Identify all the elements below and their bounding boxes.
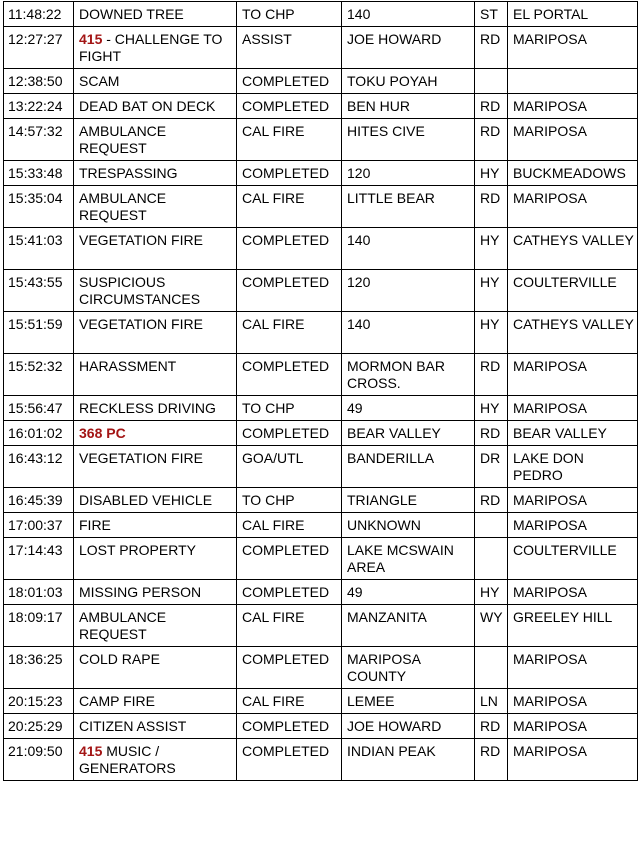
incident-type-text: LOST PROPERTY: [79, 542, 196, 558]
table-row: [4, 161, 638, 186]
city-cell: LAKE DON PEDRO: [508, 446, 638, 488]
incident-type-cell: [74, 421, 237, 446]
incident-type-text: FIRE: [79, 517, 111, 533]
disposition-cell: TO CHP: [237, 396, 342, 421]
table-row: [4, 446, 638, 488]
street-suffix-cell: HY: [475, 270, 508, 312]
city-cell: MARIPOSA: [508, 488, 638, 513]
city-cell: MARIPOSA: [508, 94, 638, 119]
table-row: [4, 396, 638, 421]
table-row: [4, 421, 638, 446]
incident-type-cell: [74, 538, 237, 580]
street-cell: TRIANGLE: [342, 488, 475, 513]
incident-type-cell: [74, 446, 237, 488]
disposition-cell: CAL FIRE: [237, 513, 342, 538]
city-cell: CATHEYS VALLEY: [508, 228, 638, 270]
disposition-cell: ASSIST: [237, 27, 342, 69]
street-cell: LITTLE BEAR: [342, 186, 475, 228]
table-row: [4, 27, 638, 69]
time-cell: 15:43:55: [4, 270, 74, 312]
city-cell: MARIPOSA: [508, 739, 638, 781]
city-cell: COULTERVILLE: [508, 538, 638, 580]
street-cell: 140: [342, 228, 475, 270]
disposition-cell: COMPLETED: [237, 421, 342, 446]
time-cell: 16:45:39: [4, 488, 74, 513]
time-cell: 17:00:37: [4, 513, 74, 538]
street-cell: UNKNOWN: [342, 513, 475, 538]
incident-type-cell: [74, 69, 237, 94]
street-suffix-cell: RD: [475, 421, 508, 446]
time-cell: 16:01:02: [4, 421, 74, 446]
time-cell: 12:38:50: [4, 69, 74, 94]
table-row: [4, 739, 638, 781]
disposition-cell: CAL FIRE: [237, 186, 342, 228]
time-cell: 14:57:32: [4, 119, 74, 161]
incident-type-cell: [74, 312, 237, 354]
penal-code-label: 415: [79, 31, 103, 47]
city-cell: EL PORTAL: [508, 2, 638, 27]
table-row: [4, 354, 638, 396]
time-cell: 15:51:59: [4, 312, 74, 354]
city-cell: MARIPOSA: [508, 354, 638, 396]
disposition-cell: COMPLETED: [237, 161, 342, 186]
time-cell: 11:48:22: [4, 2, 74, 27]
incident-log-body: [4, 2, 638, 781]
street-cell: TOKU POYAH: [342, 69, 475, 94]
disposition-cell: COMPLETED: [237, 69, 342, 94]
incident-type-cell: [74, 2, 237, 27]
street-cell: HITES CIVE: [342, 119, 475, 161]
street-suffix-cell: RD: [475, 119, 508, 161]
time-cell: 16:43:12: [4, 446, 74, 488]
city-cell: MARIPOSA: [508, 513, 638, 538]
time-cell: 13:22:24: [4, 94, 74, 119]
street-cell: 49: [342, 396, 475, 421]
incident-type-text: DISABLED VEHICLE: [79, 492, 213, 508]
time-cell: 12:27:27: [4, 27, 74, 69]
penal-code-label: 368 PC: [79, 425, 126, 441]
table-row: [4, 689, 638, 714]
disposition-cell: COMPLETED: [237, 538, 342, 580]
street-suffix-cell: DR: [475, 446, 508, 488]
street-cell: INDIAN PEAK: [342, 739, 475, 781]
time-cell: 15:56:47: [4, 396, 74, 421]
city-cell: MARIPOSA: [508, 647, 638, 689]
city-cell: COULTERVILLE: [508, 270, 638, 312]
incident-type-cell: [74, 647, 237, 689]
street-suffix-cell: [475, 538, 508, 580]
street-suffix-cell: WY: [475, 605, 508, 647]
street-cell: 49: [342, 580, 475, 605]
disposition-cell: COMPLETED: [237, 580, 342, 605]
incident-type-cell: [74, 580, 237, 605]
street-cell: MORMON BAR CROSS.: [342, 354, 475, 396]
time-cell: 18:36:25: [4, 647, 74, 689]
incident-type-text: CITIZEN ASSIST: [79, 718, 187, 734]
street-cell: JOE HOWARD: [342, 714, 475, 739]
table-row: [4, 228, 638, 270]
incident-type-text: DEAD BAT ON DECK: [79, 98, 216, 114]
street-suffix-cell: RD: [475, 27, 508, 69]
incident-type-cell: [74, 714, 237, 739]
table-row: [4, 94, 638, 119]
disposition-cell: CAL FIRE: [237, 605, 342, 647]
incident-type-cell: [74, 739, 237, 781]
street-suffix-cell: RD: [475, 354, 508, 396]
time-cell: 20:25:29: [4, 714, 74, 739]
street-suffix-cell: RD: [475, 488, 508, 513]
incident-type-text: MUSIC / GENERATORS: [79, 743, 176, 776]
time-cell: 17:14:43: [4, 538, 74, 580]
street-cell: BANDERILLA: [342, 446, 475, 488]
incident-type-cell: [74, 94, 237, 119]
disposition-cell: CAL FIRE: [237, 689, 342, 714]
street-suffix-cell: RD: [475, 714, 508, 739]
incident-type-cell: [74, 689, 237, 714]
disposition-cell: COMPLETED: [237, 228, 342, 270]
penal-code-label: 415: [79, 743, 103, 759]
incident-log-table: [3, 1, 638, 781]
street-suffix-cell: [475, 69, 508, 94]
street-suffix-cell: HY: [475, 228, 508, 270]
incident-type-text: AMBULANCE REQUEST: [79, 123, 167, 156]
incident-type-text: CAMP FIRE: [79, 693, 155, 709]
city-cell: MARIPOSA: [508, 396, 638, 421]
city-cell: MARIPOSA: [508, 186, 638, 228]
street-cell: 140: [342, 2, 475, 27]
table-row: [4, 714, 638, 739]
incident-type-cell: [74, 119, 237, 161]
incident-type-text: VEGETATION FIRE: [79, 232, 203, 248]
incident-type-text: AMBULANCE REQUEST: [79, 609, 167, 642]
incident-type-text: DOWNED TREE: [79, 6, 184, 22]
incident-type-cell: [74, 354, 237, 396]
time-cell: 21:09:50: [4, 739, 74, 781]
street-suffix-cell: HY: [475, 161, 508, 186]
street-suffix-cell: HY: [475, 396, 508, 421]
disposition-cell: COMPLETED: [237, 739, 342, 781]
incident-type-cell: [74, 186, 237, 228]
street-suffix-cell: RD: [475, 94, 508, 119]
city-cell: MARIPOSA: [508, 580, 638, 605]
table-row: [4, 69, 638, 94]
disposition-cell: CAL FIRE: [237, 119, 342, 161]
street-cell: BEAR VALLEY: [342, 421, 475, 446]
city-cell: GREELEY HILL: [508, 605, 638, 647]
street-suffix-cell: HY: [475, 312, 508, 354]
street-cell: MANZANITA: [342, 605, 475, 647]
table-row: [4, 605, 638, 647]
disposition-cell: TO CHP: [237, 2, 342, 27]
time-cell: 15:41:03: [4, 228, 74, 270]
city-cell: BEAR VALLEY: [508, 421, 638, 446]
city-cell: BUCKMEADOWS: [508, 161, 638, 186]
street-cell: LEMEE: [342, 689, 475, 714]
street-cell: 120: [342, 270, 475, 312]
incident-type-cell: [74, 270, 237, 312]
incident-type-text: VEGETATION FIRE: [79, 450, 203, 466]
street-suffix-cell: [475, 647, 508, 689]
table-row: [4, 270, 638, 312]
incident-type-text: SCAM: [79, 73, 120, 89]
incident-type-text: AMBULANCE REQUEST: [79, 190, 167, 223]
time-cell: 18:09:17: [4, 605, 74, 647]
city-cell: MARIPOSA: [508, 689, 638, 714]
incident-type-text: COLD RAPE: [79, 651, 160, 667]
table-row: [4, 186, 638, 228]
street-suffix-cell: RD: [475, 739, 508, 781]
disposition-cell: COMPLETED: [237, 354, 342, 396]
incident-type-cell: [74, 605, 237, 647]
street-cell: LAKE MCSWAIN AREA: [342, 538, 475, 580]
incident-type-text: RECKLESS DRIVING: [79, 400, 216, 416]
incident-type-text: TRESPASSING: [79, 165, 178, 181]
table-row: [4, 488, 638, 513]
time-cell: 15:33:48: [4, 161, 74, 186]
incident-type-cell: [74, 513, 237, 538]
time-cell: 15:35:04: [4, 186, 74, 228]
incident-type-cell: [74, 488, 237, 513]
table-row: [4, 647, 638, 689]
disposition-cell: GOA/UTL: [237, 446, 342, 488]
disposition-cell: COMPLETED: [237, 714, 342, 739]
incident-type-text: - CHALLENGE TO FIGHT: [79, 31, 223, 64]
city-cell: MARIPOSA: [508, 714, 638, 739]
table-row: [4, 2, 638, 27]
street-cell: 120: [342, 161, 475, 186]
street-cell: BEN HUR: [342, 94, 475, 119]
time-cell: 18:01:03: [4, 580, 74, 605]
disposition-cell: COMPLETED: [237, 94, 342, 119]
table-row: [4, 580, 638, 605]
street-cell: 140: [342, 312, 475, 354]
city-cell: [508, 69, 638, 94]
incident-type-text: HARASSMENT: [79, 358, 177, 374]
incident-type-cell: [74, 396, 237, 421]
street-cell: JOE HOWARD: [342, 27, 475, 69]
table-row: [4, 119, 638, 161]
disposition-cell: TO CHP: [237, 488, 342, 513]
incident-type-text: VEGETATION FIRE: [79, 316, 203, 332]
city-cell: MARIPOSA: [508, 27, 638, 69]
disposition-cell: CAL FIRE: [237, 312, 342, 354]
incident-type-cell: [74, 27, 237, 69]
city-cell: MARIPOSA: [508, 119, 638, 161]
time-cell: 15:52:32: [4, 354, 74, 396]
disposition-cell: COMPLETED: [237, 270, 342, 312]
table-row: [4, 513, 638, 538]
incident-type-cell: [74, 161, 237, 186]
incident-type-text: MISSING PERSON: [79, 584, 202, 600]
time-cell: 20:15:23: [4, 689, 74, 714]
street-suffix-cell: LN: [475, 689, 508, 714]
table-row: [4, 538, 638, 580]
street-cell: MARIPOSA COUNTY: [342, 647, 475, 689]
disposition-cell: COMPLETED: [237, 647, 342, 689]
table-row: [4, 312, 638, 354]
street-suffix-cell: HY: [475, 580, 508, 605]
incident-type-cell: [74, 228, 237, 270]
street-suffix-cell: [475, 513, 508, 538]
incident-type-text: SUSPICIOUS CIRCUMSTANCES: [79, 274, 201, 307]
street-suffix-cell: RD: [475, 186, 508, 228]
city-cell: CATHEYS VALLEY: [508, 312, 638, 354]
street-suffix-cell: ST: [475, 2, 508, 27]
